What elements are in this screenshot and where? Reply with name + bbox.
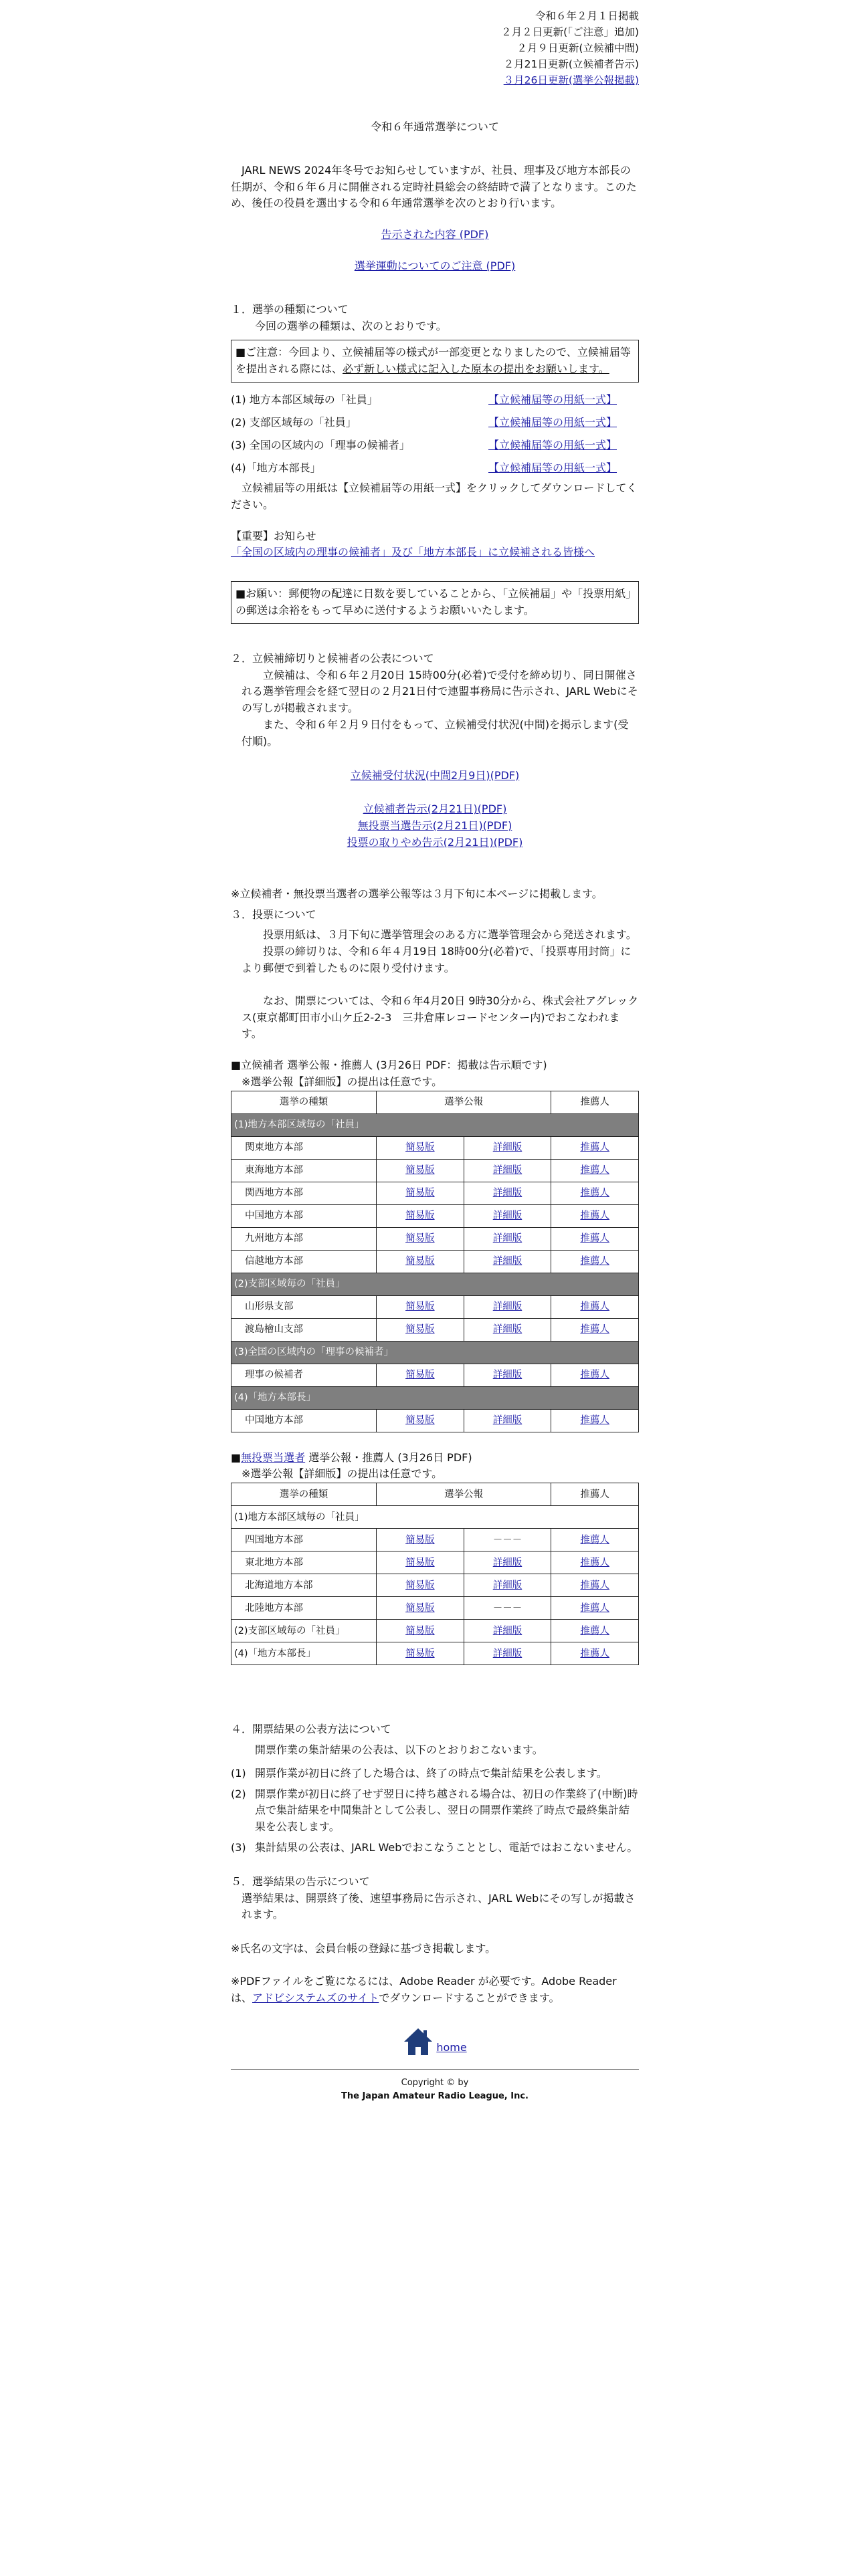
list-item-number: (2): [231, 1787, 246, 1800]
section-3-para-2: 投票の締切りは、令和６年４月19日 18時00分(必着)で、「投票専用封筒」により郵便で到着したものに限り受付けます。: [242, 945, 632, 974]
election-type-cell: 渡島檜山支部: [231, 1318, 377, 1341]
campaign-notice-pdf-link[interactable]: 選挙運動についてのご注意 (PDF): [354, 259, 516, 272]
home-link[interactable]: [403, 2027, 466, 2056]
page-title: 令和６年通常選挙について: [371, 120, 499, 133]
link-cell: [551, 1250, 639, 1273]
candidate-table-heading: ■立候補者 選挙公報・推薦人 (3月26日 PDF：掲載は告示順です): [231, 1059, 547, 1072]
uncontested-table-subnote: ※選挙公報【詳細版】の提出は任意です。: [242, 1467, 443, 1481]
table-group-row: [231, 1506, 639, 1529]
simple-bulletin-link[interactable]: 簡易版: [405, 1301, 435, 1312]
group-label: (3)全国の区域内の「理事の候補者」: [231, 1341, 639, 1364]
table-row: [231, 1182, 639, 1204]
link-cell: [377, 1182, 464, 1204]
form-change-notice: [231, 340, 639, 383]
table-row: [231, 1227, 639, 1250]
election-type-cell: 理事の候補者: [231, 1364, 377, 1386]
table-row: [231, 1597, 639, 1620]
detailed-bulletin-link[interactable]: 詳細版: [492, 1142, 522, 1153]
link-cell: [464, 1597, 551, 1620]
election-type-cell: (4)「地方本部長」: [231, 1642, 377, 1665]
update-line: ２月２日更新(「ご注意」追加): [501, 26, 639, 38]
uncontested-notice-pdf-link[interactable]: 無投票当選告示(2月21日)(PDF): [357, 819, 512, 833]
link-cell: [464, 1159, 551, 1182]
group-label: (1)地方本部区域毎の「社員」: [231, 1113, 639, 1136]
form-download-link[interactable]: 【立候補届等の用紙一式】: [488, 393, 617, 406]
election-type-cell: 信越地方本部: [231, 1250, 377, 1273]
link-cell: [551, 1204, 639, 1227]
simple-bulletin-link[interactable]: 簡易版: [405, 1648, 435, 1659]
update-line: ２月21日更新(立候補者告示): [503, 58, 639, 70]
column-header: 選挙の種類: [231, 1483, 377, 1506]
recommenders-link[interactable]: 推薦人: [580, 1534, 609, 1545]
detailed-bulletin-link[interactable]: 詳細版: [492, 1301, 522, 1312]
election-type-cell: 九州地方本部: [231, 1227, 377, 1250]
table-header-row: [231, 1091, 639, 1113]
form-row: [231, 457, 639, 480]
column-header: 選挙の種類: [231, 1091, 377, 1113]
form-download-note: 立候補届等の用紙は【立候補届等の用紙一式】をクリックしてダウンロードしてください。: [231, 481, 638, 511]
page-content: [231, 0, 639, 2103]
uncontested-table-heading: [231, 1450, 639, 1467]
link-cell: [464, 1574, 551, 1597]
link-cell: [464, 1250, 551, 1273]
link-cell: [551, 1529, 639, 1551]
form-row: [231, 389, 639, 412]
table-row: [231, 1204, 639, 1227]
home-link-label: home: [436, 2040, 467, 2054]
section-4-text: 開票作業の集計結果の公表は、以下のとおりおこないます。: [255, 1743, 543, 1757]
recommenders-link[interactable]: 推薦人: [580, 1557, 609, 1568]
column-header: 選挙公報: [377, 1091, 551, 1113]
election-type-cell: (2)支部区域毎の「社員」: [231, 1620, 377, 1642]
election-type-cell: 四国地方本部: [231, 1529, 377, 1551]
list-item-text: 開票作業が初日に終了せず翌日に持ち越される場合は、初日の作業終了(中断)時点で集計結果を中間集計として公表し、翌日の開票作業終了時点で最終集計結果を公表します。: [255, 1787, 638, 1834]
home-nav: [231, 2027, 639, 2062]
election-type-cell: 関西地方本部: [231, 1182, 377, 1204]
link-cell: [551, 1318, 639, 1341]
table-group-row: [231, 1273, 639, 1295]
link-cell: [377, 1295, 464, 1318]
detailed-bulletin-link[interactable]: 詳細版: [492, 1625, 522, 1636]
form-list: [231, 389, 639, 480]
recommenders-link[interactable]: 推薦人: [580, 1323, 609, 1335]
form-row: [231, 412, 639, 435]
candidate-notice-pdf-link[interactable]: 立候補者告示(2月21日)(PDF): [363, 802, 507, 816]
not-available-mark: －－－: [492, 1602, 522, 1614]
column-header: 推薦人: [551, 1091, 639, 1113]
update-line: 令和６年２月１日掲載: [535, 10, 639, 22]
group-label: (2)支部区域毎の「社員」: [231, 1273, 639, 1295]
footer: [231, 2069, 639, 2103]
recommenders-link[interactable]: 推薦人: [580, 1232, 609, 1244]
detailed-bulletin-link[interactable]: 詳細版: [492, 1648, 522, 1659]
simple-bulletin-link[interactable]: 簡易版: [405, 1187, 435, 1198]
simple-bulletin-link[interactable]: 簡易版: [405, 1369, 435, 1380]
group-label: (1)地方本部区域毎の「社員」: [231, 1506, 639, 1529]
form-change-notice-emphasis: 必ず新しい様式に記入した原本の提出をお願いします。: [343, 362, 609, 376]
announcement-pdf-link[interactable]: 告示された内容 (PDF): [381, 228, 489, 241]
simple-bulletin-link[interactable]: 簡易版: [405, 1625, 435, 1636]
link-cell: [464, 1295, 551, 1318]
section-4-heading: ４．開票結果の公表方法について: [231, 1723, 391, 1736]
table-row: [231, 1136, 639, 1159]
table-row: [231, 1551, 639, 1574]
table-group-row: [231, 1113, 639, 1136]
link-cell: [551, 1551, 639, 1574]
list-item: [231, 1786, 639, 1836]
table-row: [231, 1574, 639, 1597]
link-cell: [464, 1620, 551, 1642]
section-2-heading: ２．立候補締切りと候補者の公表について: [231, 651, 434, 665]
section-3-heading: ３．投票について: [231, 907, 316, 921]
name-notice: ※氏名の文字は、会員台帳の登録に基づき掲載します。: [231, 1942, 496, 1955]
election-type-cell: 東北地方本部: [231, 1551, 377, 1574]
link-cell: [551, 1620, 639, 1642]
recommenders-link[interactable]: 推薦人: [580, 1142, 609, 1153]
election-type-cell: 東海地方本部: [231, 1159, 377, 1182]
pdf-reader-notice-text: ※PDFファイルをご覧になるには、Adobe Reader が必要です。Adobe Reader は、: [231, 1975, 617, 2004]
important-label: 【重要】お知らせ: [231, 529, 316, 542]
column-header: 選挙公報: [377, 1483, 551, 1506]
link-cell: [377, 1529, 464, 1551]
simple-bulletin-link[interactable]: 簡易版: [405, 1255, 435, 1267]
detailed-bulletin-link[interactable]: 詳細版: [492, 1414, 522, 1426]
recommenders-link[interactable]: 推薦人: [580, 1369, 609, 1380]
recommenders-link[interactable]: 推薦人: [580, 1414, 609, 1426]
simple-bulletin-link[interactable]: 簡易版: [405, 1232, 435, 1244]
link-cell: [377, 1364, 464, 1386]
organization-name: The Japan Amateur Radio League, Inc.: [341, 2091, 529, 2102]
simple-bulletin-link[interactable]: 簡易版: [405, 1557, 435, 1568]
table-row: [231, 1295, 639, 1318]
link-cell: [377, 1551, 464, 1574]
list-item: [231, 1765, 639, 1782]
link-cell: [551, 1182, 639, 1204]
link-cell: [551, 1642, 639, 1665]
not-available-mark: －－－: [492, 1534, 522, 1545]
link-cell: [464, 1551, 551, 1574]
heading-square: ■: [231, 1451, 242, 1464]
list-item-number: (3): [231, 1841, 246, 1854]
link-cell: [377, 1159, 464, 1182]
important-notice-link[interactable]: 「全国の区域内の理事の候補者」及び「地方本部長」に立候補される皆様へ: [231, 546, 595, 559]
interim-status-pdf-link[interactable]: 立候補受付状況(中間2月9日)(PDF): [350, 768, 520, 782]
recommenders-link[interactable]: 推薦人: [580, 1164, 609, 1176]
link-cell: [551, 1597, 639, 1620]
detailed-bulletin-link[interactable]: 詳細版: [492, 1210, 522, 1221]
form-row-label: (3) 全国の区域内の「理事の候補者」: [231, 438, 410, 451]
link-cell: [377, 1642, 464, 1665]
candidate-bulletin-table: [231, 1091, 639, 1432]
link-cell: [551, 1409, 639, 1432]
section-3-para-1: 投票用紙は、３月下旬に選挙管理会のある方に選挙管理会から発送されます。: [263, 928, 637, 942]
update-history: [231, 8, 639, 88]
section-2-para-1: 立候補は、令和６年２月20日 15時00分(必着)で受付を締め切り、同日開催される選挙管理会を経て翌日の２月21日付で連盟事務局に告示され、JARL Webにその写しが掲載されます。: [242, 668, 638, 715]
link-cell: [464, 1182, 551, 1204]
link-cell: [464, 1642, 551, 1665]
recommenders-link[interactable]: 推薦人: [580, 1255, 609, 1267]
link-cell: [377, 1227, 464, 1250]
column-header: 推薦人: [551, 1483, 639, 1506]
result-method-list: [231, 1765, 639, 1856]
table-row: [231, 1529, 639, 1551]
recommenders-link[interactable]: 推薦人: [580, 1580, 609, 1591]
form-download-link[interactable]: 【立候補届等の用紙一式】: [488, 461, 617, 474]
table-row: [231, 1364, 639, 1386]
link-cell: [377, 1318, 464, 1341]
table-row: [231, 1159, 639, 1182]
list-item: [231, 1840, 639, 1856]
cancellation-notice-pdf-link[interactable]: 投票の取りやめ告示(2月21日)(PDF): [347, 835, 523, 849]
election-type-cell: 関東地方本部: [231, 1136, 377, 1159]
election-type-cell: 中国地方本部: [231, 1409, 377, 1432]
section-1-heading: １．選挙の種類について: [231, 302, 349, 316]
copyright-text: Copyright © by: [401, 2078, 469, 2088]
link-cell: [551, 1159, 639, 1182]
link-cell: [377, 1250, 464, 1273]
bulletin-schedule-note: ※立候補者・無投票当選者の選挙公報等は３月下旬に本ページに掲載します。: [231, 887, 603, 900]
link-cell: [551, 1136, 639, 1159]
link-cell: [464, 1318, 551, 1341]
link-cell: [551, 1227, 639, 1250]
form-change-notice-text: ■ご注意：今回より、立候補届等の様式が一部変更となりましたので、立候補届等を提出される際には、: [235, 346, 631, 376]
table-header-row: [231, 1483, 639, 1506]
detailed-bulletin-link[interactable]: 詳細版: [492, 1232, 522, 1244]
simple-bulletin-link[interactable]: 簡易版: [405, 1534, 435, 1545]
detailed-bulletin-link[interactable]: 詳細版: [492, 1164, 522, 1176]
recommenders-link[interactable]: 推薦人: [580, 1210, 609, 1221]
form-row-label: (2) 支部区域毎の「社員」: [231, 415, 357, 429]
table-row: [231, 1642, 639, 1665]
section-5-heading: ５．選挙結果の告示について: [231, 1874, 370, 1888]
recommenders-link[interactable]: 推薦人: [580, 1625, 609, 1636]
table-row: [231, 1250, 639, 1273]
form-row-label: (4)「地方本部長」: [231, 461, 321, 474]
link-cell: [377, 1620, 464, 1642]
candidate-table-subnote: ※選挙公報【詳細版】の提出は任意です。: [242, 1075, 443, 1088]
simple-bulletin-link[interactable]: 簡易版: [405, 1142, 435, 1153]
link-cell: [464, 1364, 551, 1386]
table-row: [231, 1318, 639, 1341]
form-download-link[interactable]: 【立候補届等の用紙一式】: [488, 438, 617, 451]
detailed-bulletin-link[interactable]: 詳細版: [492, 1187, 522, 1198]
link-cell: [551, 1574, 639, 1597]
recommenders-link[interactable]: 推薦人: [580, 1301, 609, 1312]
adobe-site-link[interactable]: アドビシステムズのサイト: [252, 1991, 379, 2004]
link-cell: [377, 1574, 464, 1597]
house-icon: [403, 2027, 434, 2056]
uncontested-winners-link[interactable]: 無投票当選者: [241, 1451, 306, 1464]
section-1-text: 今回の選挙の種類は、次のとおりです。: [255, 319, 447, 332]
update-line: ２月９日更新(立候補中間): [516, 42, 639, 54]
link-cell: [551, 1295, 639, 1318]
list-item-text: 集計結果の公表は、JARL Webでおこなうこととし、電話ではおこないません。: [255, 1841, 638, 1854]
election-type-cell: 中国地方本部: [231, 1204, 377, 1227]
table-group-row: [231, 1386, 639, 1409]
link-cell: [464, 1409, 551, 1432]
link-cell: [377, 1597, 464, 1620]
section-2-para-2: また、令和６年２月９日付をもって、立候補受付状況(中間)を掲示します(受付順)。: [242, 718, 629, 748]
link-cell: [377, 1136, 464, 1159]
link-cell: [377, 1204, 464, 1227]
election-type-cell: 北海道地方本部: [231, 1574, 377, 1597]
list-item-text: 開票作業が初日に終了した場合は、終了の時点で集計結果を公表します。: [255, 1766, 607, 1780]
mail-request-box: ■お願い：郵便物の配達に日数を要していることから、「立候補届」や「投票用紙」の郵送は余裕をもって早めに送付するようお願いいたします。: [231, 581, 639, 624]
simple-bulletin-link[interactable]: 簡易版: [405, 1602, 435, 1614]
table-row: [231, 1409, 639, 1432]
simple-bulletin-link[interactable]: 簡易版: [405, 1323, 435, 1335]
simple-bulletin-link[interactable]: 簡易版: [405, 1414, 435, 1426]
pdf-reader-notice-text-end: でダウンロードすることができます。: [379, 1991, 560, 2004]
link-cell: [551, 1364, 639, 1386]
recommenders-link[interactable]: 推薦人: [580, 1602, 609, 1614]
update-line-link[interactable]: ３月26日更新(選挙公報掲載): [503, 74, 639, 86]
election-type-cell: 北陸地方本部: [231, 1597, 377, 1620]
uncontested-bulletin-table: [231, 1483, 639, 1665]
recommenders-link[interactable]: 推薦人: [580, 1187, 609, 1198]
detailed-bulletin-link[interactable]: 詳細版: [492, 1255, 522, 1267]
link-cell: [464, 1529, 551, 1551]
heading-rest: 選挙公報・推薦人 (3月26日 PDF): [305, 1451, 472, 1464]
detailed-bulletin-link[interactable]: 詳細版: [492, 1323, 522, 1335]
list-item-number: (1): [231, 1766, 246, 1780]
link-cell: [377, 1409, 464, 1432]
simple-bulletin-link[interactable]: 簡易版: [405, 1580, 435, 1591]
form-row: [231, 435, 639, 457]
intro-text: JARL NEWS 2024年冬号でお知らせしていますが、社員、理事及び地方本部長の任期が、令和６年６月に開催される定時社員総会の終結時で満了となります。このため、後任の役員を選出する令和６年通常選挙を次のとおり行います。: [231, 163, 637, 210]
simple-bulletin-link[interactable]: 簡易版: [405, 1210, 435, 1221]
pdf-reader-notice: [231, 1973, 639, 2007]
recommenders-link[interactable]: 推薦人: [580, 1648, 609, 1659]
table-group-row: [231, 1341, 639, 1364]
form-row-label: (1) 地方本部区域毎の「社員」: [231, 393, 378, 406]
link-cell: [464, 1204, 551, 1227]
election-type-cell: 山形県支部: [231, 1295, 377, 1318]
section-3-para-3: なお、開票については、令和６年4月20日 9時30分から、株式会社アグレックス(東京都町田市小山ケ丘2-2-3 三井倉庫レコードセンター内)でおこなわれます。: [242, 994, 639, 1041]
link-cell: [464, 1227, 551, 1250]
detailed-bulletin-link[interactable]: 詳細版: [492, 1580, 522, 1591]
detailed-bulletin-link[interactable]: 詳細版: [492, 1557, 522, 1568]
table-row: [231, 1620, 639, 1642]
group-label: (4)「地方本部長」: [231, 1386, 639, 1409]
link-cell: [464, 1136, 551, 1159]
form-download-link[interactable]: 【立候補届等の用紙一式】: [488, 415, 617, 429]
section-5-text: 選挙結果は、開票終了後、速望事務局に告示され、JARL Webにその写しが掲載されます。: [242, 1891, 636, 1921]
simple-bulletin-link[interactable]: 簡易版: [405, 1164, 435, 1176]
detailed-bulletin-link[interactable]: 詳細版: [492, 1369, 522, 1380]
